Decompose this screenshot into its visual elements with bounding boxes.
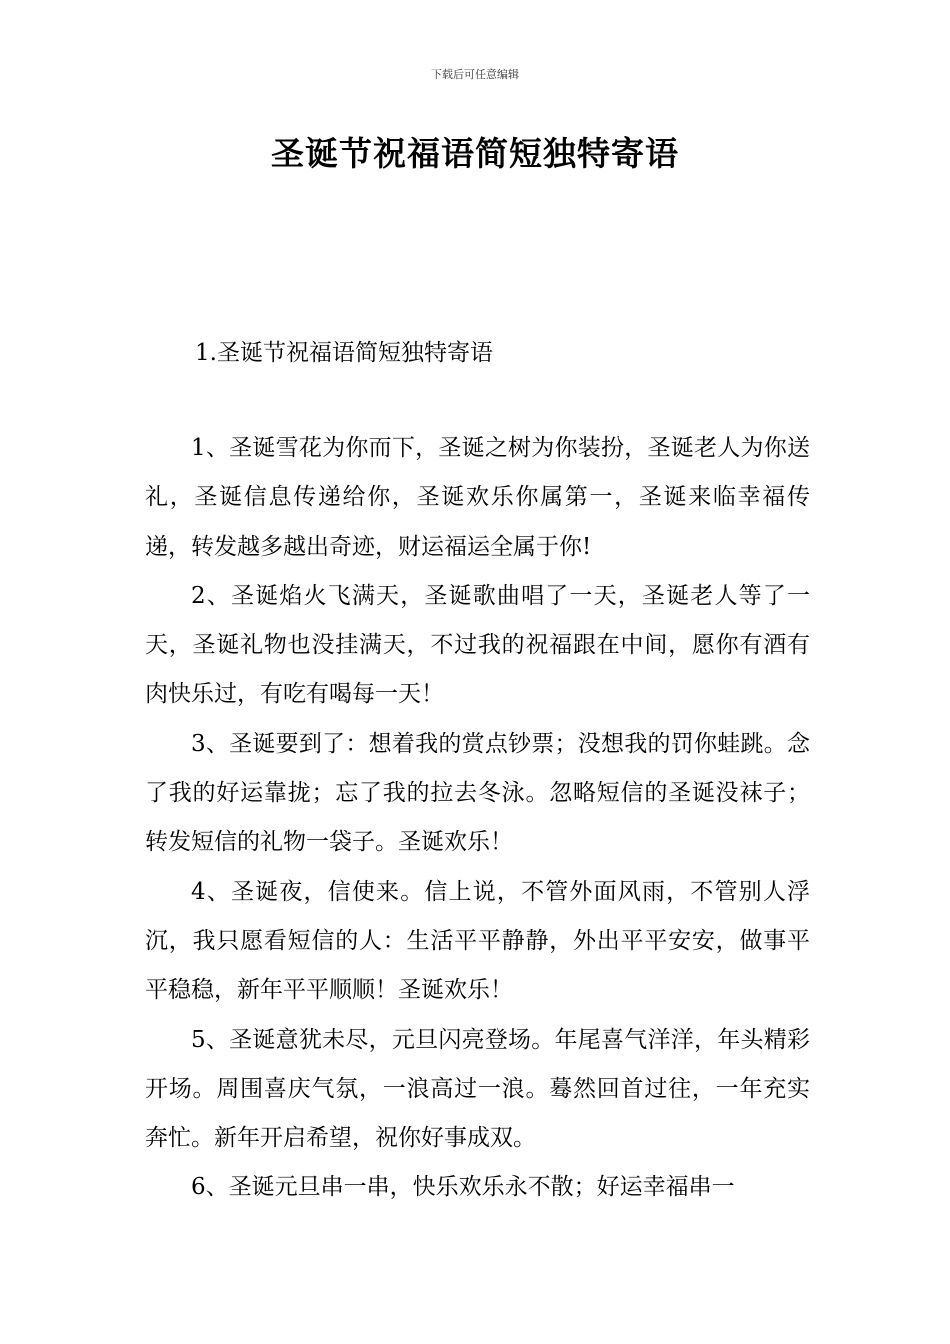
document-body <box>145 424 810 1213</box>
paragraph-6: 6、圣诞元旦串一串，快乐欢乐永不散；好运幸福串一 <box>191 1174 735 1201</box>
paragraph-5: 5、圣诞意犹未尽，元旦闪亮登场。年尾喜气洋洋，年头精彩开场。周围喜庆气氛，一浪高过一浪。蓦然回首过往，一年充实奔忙。新年开启希望，祝你好事成双。 <box>145 1026 810 1152</box>
paragraph-2: 2、圣诞焰火飞满天，圣诞歌曲唱了一天，圣诞老人等了一天，圣诞礼物也没挂满天，不过我的祝福跟在中间，愿你有酒有肉快乐过，有吃有喝每一天！ <box>145 582 810 708</box>
document-title: 圣诞节祝福语简短独特寄语 <box>271 134 679 173</box>
paragraph-1: 1、圣诞雪花为你而下，圣诞之树为你装扮，圣诞老人为你送礼，圣诞信息传递给你，圣诞欢乐你属第一，圣诞来临幸福传递，转发越多越出奇迹，财运福运全属于你! <box>145 435 810 560</box>
paragraph-3: 3、圣诞要到了：想着我的赏点钞票；没想我的罚你蛙跳。念了我的好运靠拢；忘了我的拉去冬泳。忽略短信的圣诞没袜子；转发短信的礼物一袋子。圣诞欢乐！ <box>145 730 810 856</box>
paragraph-4: 4、圣诞夜，信使来。信上说，不管外面风雨，不管别人浮沉，我只愿看短信的人：生活平平静静，外出平平安安，做事平平稳稳，新年平平顺顺！圣诞欢乐！ <box>145 878 810 1004</box>
header-note: 下载后可任意编辑 <box>431 68 519 81</box>
section-heading: 1.圣诞节祝福语简短独特寄语 <box>195 340 493 366</box>
